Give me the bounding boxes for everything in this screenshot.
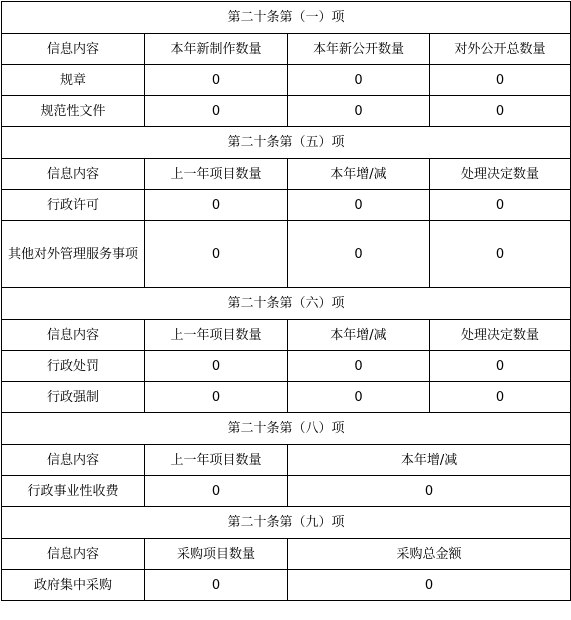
header-cell: 信息内容 xyxy=(2,445,145,476)
header-row xyxy=(2,539,571,570)
value-cell: 0 xyxy=(145,382,288,413)
value-cell: 0 xyxy=(430,382,571,413)
section-title: 第二十条第（六）项 xyxy=(2,288,571,320)
header-cell: 信息内容 xyxy=(2,320,145,351)
header-cell: 本年增/减 xyxy=(288,445,571,476)
header-row xyxy=(2,320,571,351)
row-label: 行政事业性收费 xyxy=(2,476,145,507)
table-row xyxy=(2,351,571,382)
header-cell: 处理决定数量 xyxy=(430,320,571,351)
row-label: 规章 xyxy=(2,65,145,96)
row-label: 行政处罚 xyxy=(2,351,145,382)
header-cell: 本年新制作数量 xyxy=(145,34,288,65)
row-label: 政府集中采购 xyxy=(2,570,145,601)
value-cell: 0 xyxy=(145,476,288,507)
value-cell: 0 xyxy=(430,65,571,96)
value-cell: 0 xyxy=(145,190,288,221)
value-cell: 0 xyxy=(430,351,571,382)
table-row xyxy=(2,221,571,288)
value-cell: 0 xyxy=(145,221,288,288)
value-cell: 0 xyxy=(430,221,571,288)
section-title-row xyxy=(2,507,571,539)
value-cell: 0 xyxy=(288,382,430,413)
section-title-row xyxy=(2,413,571,445)
header-row xyxy=(2,445,571,476)
value-cell: 0 xyxy=(288,351,430,382)
table-row xyxy=(2,190,571,221)
header-cell: 上一年项目数量 xyxy=(145,159,288,190)
table-row xyxy=(2,382,571,413)
row-label: 规范性文件 xyxy=(2,96,145,127)
value-cell: 0 xyxy=(288,96,430,127)
section-title: 第二十条第（九）项 xyxy=(2,507,571,539)
section-title-row xyxy=(2,2,571,34)
header-cell: 处理决定数量 xyxy=(430,159,571,190)
table-row xyxy=(2,65,571,96)
header-cell: 信息内容 xyxy=(2,539,145,570)
row-label: 行政许可 xyxy=(2,190,145,221)
header-row xyxy=(2,34,571,65)
section-title-row xyxy=(2,127,571,159)
header-cell: 信息内容 xyxy=(2,34,145,65)
header-cell: 本年新公开数量 xyxy=(288,34,430,65)
value-cell: 0 xyxy=(288,570,571,601)
value-cell: 0 xyxy=(145,65,288,96)
value-cell: 0 xyxy=(288,65,430,96)
row-label: 其他对外管理服务事项 xyxy=(2,221,145,288)
disclosure-table xyxy=(1,1,571,601)
header-cell: 采购项目数量 xyxy=(145,539,288,570)
header-cell: 对外公开总数量 xyxy=(430,34,571,65)
header-cell: 本年增/减 xyxy=(288,320,430,351)
section-title-row xyxy=(2,288,571,320)
value-cell: 0 xyxy=(288,221,430,288)
header-cell: 信息内容 xyxy=(2,159,145,190)
section-title: 第二十条第（五）项 xyxy=(2,127,571,159)
table-row xyxy=(2,570,571,601)
section-title: 第二十条第（八）项 xyxy=(2,413,571,445)
table-row xyxy=(2,476,571,507)
header-cell: 上一年项目数量 xyxy=(145,320,288,351)
header-cell: 采购总金额 xyxy=(288,539,571,570)
value-cell: 0 xyxy=(430,190,571,221)
header-cell: 上一年项目数量 xyxy=(145,445,288,476)
value-cell: 0 xyxy=(430,96,571,127)
value-cell: 0 xyxy=(145,351,288,382)
header-row xyxy=(2,159,571,190)
value-cell: 0 xyxy=(288,190,430,221)
header-cell: 本年增/减 xyxy=(288,159,430,190)
value-cell: 0 xyxy=(145,570,288,601)
value-cell: 0 xyxy=(145,96,288,127)
row-label: 行政强制 xyxy=(2,382,145,413)
section-title: 第二十条第（一）项 xyxy=(2,2,571,34)
value-cell: 0 xyxy=(288,476,571,507)
table-row xyxy=(2,96,571,127)
